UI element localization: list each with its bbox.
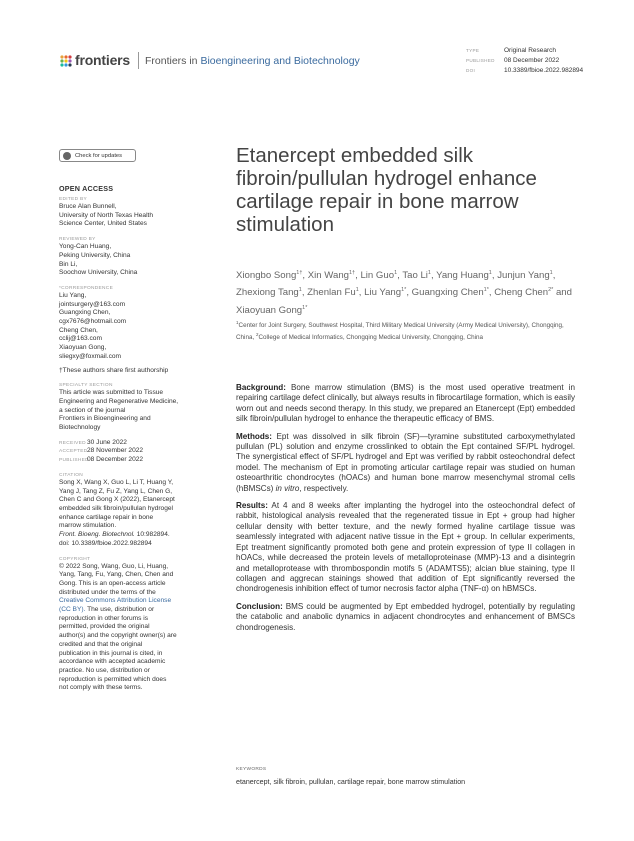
email-link[interactable]: sliegxy@foxmail.com xyxy=(59,352,122,360)
received-date: RECEIVED30 June 2022 xyxy=(59,438,127,446)
author[interactable]: Cheng Chen$^{2*}$ xyxy=(494,287,554,299)
specialty-label: SPECIALTY SECTION xyxy=(59,383,113,389)
cc-license-link[interactable]: Creative Commons Attribution License xyxy=(59,597,172,605)
author[interactable]: Zhexiong Tang$^1$ xyxy=(236,287,302,299)
equal-contribution-note: †These authors share first authorship xyxy=(59,366,169,374)
meta-doi[interactable]: DOI 10.3389/fbioe.2022.982894 xyxy=(466,67,584,74)
copyright: © 2022 Song, Wang, Guo, Li, Huang, Yang, Tang, Fu, Yang, Chen, Chen and Gong. This is an open-access article distributed under the terms of the Creative Commons Attribution License (CC BY). The use, distribution or reproduction in other forums is permitted, provided the original author(s) and the copyright owner(s) are credited and that the original publication in this journal is cited, in accordance with accepted academic practice. No use, distribution or reproduction is permitted which does not comply with these terms. xyxy=(59,563,209,694)
citation-label: CITATION xyxy=(59,472,84,478)
author[interactable]: Lin Guo$^1$ xyxy=(360,270,398,282)
author[interactable]: Xiaoyuan Gong$^{1*}$ xyxy=(236,304,308,316)
abstract xyxy=(236,383,575,640)
correspondence: Liu Yang, jointsurgery@163.com Guangxing Chen, cgx7676@hotmail.com Cheng Chen, cclij@163.com Xiaoyuan Gong, sliegxy@foxmail.com xyxy=(59,292,209,362)
author[interactable]: Liu Yang$^{1*}$ xyxy=(364,287,407,299)
open-access-label: OPEN ACCESS xyxy=(59,184,114,193)
author[interactable]: Zhenlan Fu$^1$ xyxy=(307,287,359,299)
citation: Song X, Wang X, Guo L, Li T, Huang Y, Yang J, Tang Z, Fu Z, Yang L, Chen G, Chen C and Gong X (2022), Etanercept embedded silk fibroin/pullulan hydrogel enhance cartilage repair in bone marrow stimulation. Front. Bioeng. Biotechnol. 10:982894. doi: 10.3389/fbioe.2022.982894 xyxy=(59,478,175,547)
correspondence-label: *CORRESPONDENCE xyxy=(59,285,114,291)
header-divider xyxy=(138,52,139,69)
sidebar-info xyxy=(59,196,209,693)
email-link[interactable]: cclij@163.com xyxy=(59,335,102,343)
author[interactable]: Yang Huang$^1$ xyxy=(436,270,492,282)
abstract-background: Background: Bone marrow stimulation (BMS) is the most used operative treatment in repairing cartilage defect clinically, but always results in fibrocartilage formation, which is easily worn out and needs second therapy. In this study, we prepared an Etanercept (Ept) embedded silk fibroin/pullulan hydrogel to enhance the therapeutic efficacy of BMS. xyxy=(236,383,575,424)
email-link[interactable]: cgx7676@hotmail.com xyxy=(59,318,127,326)
published-date: PUBLISHED08 December 2022 xyxy=(59,456,144,464)
article-title: Etanercept embedded silk fibroin/pullulan hydrogel enhance cartilage repair in bone marrow stimulation xyxy=(236,144,537,236)
author-list: Xiongbo Song$^{1\dagger}$, Xin Wang$^{1\dagger}$, Lin Guo$^1$, Tao Li$^1$, Yang Huang$^1$, Junjun Yang$^1$, Zhexiong Tang$^1$, Zhenlan Fu$^1$, Liu Yang$^{1*}$, Guangxing Chen$^{1*}$, Cheng Chen$^{2*}$ and Xiaoyuan Gong$^{1*}$ xyxy=(236,270,572,316)
journal-name[interactable]: Frontiers in Bioengineering and Biotechnology xyxy=(145,55,360,67)
author[interactable]: Xiongbo Song$^{1\dagger}$ xyxy=(236,270,303,282)
abstract-methods: Methods: Ept was dissolved in silk fibroin (SF)—tyramine substituted carboxymethylated pullulan (PL) solution and enzyme crosslinked to obtain the Ept contained SF/PL hydrogel. The synergistical effect of SF/PL hydrogel and Ept was verified by rabbit osteochondral defect model. The mechanism of Ept in promoting articular cartilage repair was studied on human osteoarthritic chondrocytes (hOACs) and human bone marrow mesenchymal stromal cells (hBMSCs) in vitro, respectively. xyxy=(236,431,575,493)
meta-published: PUBLISHED 08 December 2022 xyxy=(466,57,560,64)
update-icon xyxy=(63,152,71,160)
specialty-section: This article was submitted to Tissue Engineering and Regenerative Medicine, a section of the journal Frontiers in Bioengineering and Biotechnology xyxy=(59,389,179,432)
author[interactable]: Xin Wang$^{1\dagger}$ xyxy=(307,270,356,282)
frontiers-logo-icon xyxy=(59,54,73,68)
keywords: etanercept, silk fibroin, pullulan, cartilage repair, bone marrow stimulation xyxy=(236,778,466,786)
edited-by-label: EDITED BY xyxy=(59,197,88,202)
cc-by-link[interactable]: (CC BY). xyxy=(59,606,86,614)
author[interactable]: Guangxing Chen$^{1*}$ xyxy=(411,287,489,299)
author[interactable]: Junjun Yang$^1$ xyxy=(497,270,553,282)
meta-type: TYPE Original Research xyxy=(466,47,557,54)
reviewed-by-label: REVIEWED BY xyxy=(59,237,96,243)
accepted-date: ACCEPTED28 November 2022 xyxy=(59,447,144,455)
abstract-conclusion: Conclusion: BMS could be augmented by Ept embedded hydrogel, potentially by regulating the catabolic and anabolic dynamics in adjacent chondrocytes and enhancement of BMSCs chondrogenesis. xyxy=(236,601,575,632)
frontiers-logo-text[interactable]: frontiers xyxy=(75,52,130,68)
email-link[interactable]: jointsurgery@163.com xyxy=(59,300,126,308)
check-for-updates-button[interactable]: Check for updates xyxy=(59,149,136,162)
copyright-label: COPYRIGHT xyxy=(59,556,91,562)
keywords-label: KEYWORDS xyxy=(236,767,267,772)
edited-by: Bruce Alan Bunnell, University of North Texas Health Science Center, United States xyxy=(59,203,154,228)
reviewed-by: Yong-Can Huang, Peking University, China Bin Li, Soochow University, China xyxy=(59,243,138,277)
abstract-results: Results: At 4 and 8 weeks after implanting the hydrogel into the osteochondral defect of rabbit, histological analysis revealed that the regenerated tissue in Ept + group had higher cellular density with better texture, and the newly formed hyaline cartilage tissue was seamlessly integrated with adjacent native tissue in the Ept + group. In cellular experiments, Ept treatment significantly promoted both gene and protein expression of type II collagen in hOACs, while decreased the protein levels of metalloproteinase (MMP)-13 and a disintegrin and metalloprotease with thrombospondin motifs 5 (ADAMTS5); alcian blue staining, type II collagen and aggrecan stainings showed that addition of Ept significantly reversed the chondrogenesis inhibition effect of tumor necrosis factor alpha (TNF-α) on hBMSCs. xyxy=(236,501,575,594)
affiliations: $^1$Center for Joint Surgery, Southwest Hospital, Third Military Medical University (Army Medical University), Chongqing, China, $^2$College of Medical Informatics, Chongqing Medical University, Chongqing, China xyxy=(236,320,564,341)
author[interactable]: Tao Li$^1$ xyxy=(402,270,431,282)
